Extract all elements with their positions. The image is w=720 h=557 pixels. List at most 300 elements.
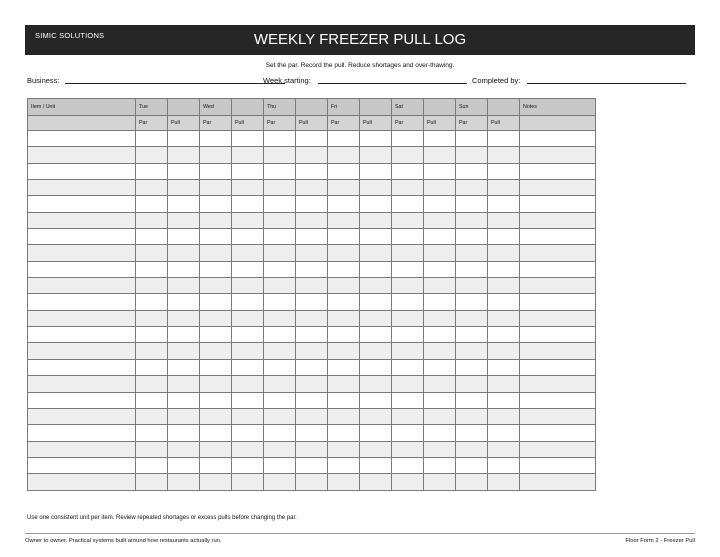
notes-cell[interactable] xyxy=(520,131,596,147)
item-cell[interactable] xyxy=(28,359,136,375)
par-cell[interactable] xyxy=(264,408,296,424)
par-cell[interactable] xyxy=(264,327,296,343)
pull-cell[interactable] xyxy=(232,457,264,473)
pull-cell[interactable] xyxy=(296,327,328,343)
completed-by-line[interactable] xyxy=(527,83,686,84)
par-cell[interactable] xyxy=(264,180,296,196)
par-cell[interactable] xyxy=(264,425,296,441)
pull-cell[interactable] xyxy=(296,196,328,212)
par-cell[interactable] xyxy=(392,376,424,392)
pull-cell[interactable] xyxy=(360,163,392,179)
par-cell[interactable] xyxy=(456,441,488,457)
par-cell[interactable] xyxy=(136,196,168,212)
pull-cell[interactable] xyxy=(488,245,520,261)
par-cell[interactable] xyxy=(328,180,360,196)
pull-cell[interactable] xyxy=(424,327,456,343)
pull-cell[interactable] xyxy=(424,212,456,228)
pull-cell[interactable] xyxy=(424,425,456,441)
par-cell[interactable] xyxy=(328,212,360,228)
notes-cell[interactable] xyxy=(520,278,596,294)
pull-cell[interactable] xyxy=(488,180,520,196)
par-cell[interactable] xyxy=(264,131,296,147)
par-cell[interactable] xyxy=(456,294,488,310)
pull-cell[interactable] xyxy=(232,310,264,326)
item-cell[interactable] xyxy=(28,131,136,147)
par-cell[interactable] xyxy=(328,359,360,375)
par-cell[interactable] xyxy=(456,327,488,343)
notes-cell[interactable] xyxy=(520,294,596,310)
item-cell[interactable] xyxy=(28,343,136,359)
item-cell[interactable] xyxy=(28,147,136,163)
par-cell[interactable] xyxy=(200,376,232,392)
notes-cell[interactable] xyxy=(520,163,596,179)
par-cell[interactable] xyxy=(264,245,296,261)
par-cell[interactable] xyxy=(392,261,424,277)
item-cell[interactable] xyxy=(28,163,136,179)
pull-cell[interactable] xyxy=(296,457,328,473)
pull-cell[interactable] xyxy=(360,474,392,490)
pull-cell[interactable] xyxy=(360,147,392,163)
pull-cell[interactable] xyxy=(488,441,520,457)
par-cell[interactable] xyxy=(328,163,360,179)
pull-cell[interactable] xyxy=(232,163,264,179)
item-cell[interactable] xyxy=(28,278,136,294)
par-cell[interactable] xyxy=(136,408,168,424)
par-cell[interactable] xyxy=(456,180,488,196)
pull-cell[interactable] xyxy=(296,261,328,277)
par-cell[interactable] xyxy=(456,196,488,212)
pull-cell[interactable] xyxy=(296,245,328,261)
par-cell[interactable] xyxy=(392,343,424,359)
pull-cell[interactable] xyxy=(488,474,520,490)
pull-cell[interactable] xyxy=(168,441,200,457)
pull-cell[interactable] xyxy=(296,147,328,163)
item-cell[interactable] xyxy=(28,196,136,212)
par-cell[interactable] xyxy=(136,392,168,408)
par-cell[interactable] xyxy=(328,131,360,147)
par-cell[interactable] xyxy=(456,376,488,392)
item-cell[interactable] xyxy=(28,261,136,277)
pull-cell[interactable] xyxy=(360,327,392,343)
item-cell[interactable] xyxy=(28,474,136,490)
pull-cell[interactable] xyxy=(488,163,520,179)
par-cell[interactable] xyxy=(264,229,296,245)
par-cell[interactable] xyxy=(200,196,232,212)
item-cell[interactable] xyxy=(28,212,136,228)
pull-cell[interactable] xyxy=(168,229,200,245)
par-cell[interactable] xyxy=(456,278,488,294)
item-cell[interactable] xyxy=(28,294,136,310)
par-cell[interactable] xyxy=(456,310,488,326)
par-cell[interactable] xyxy=(136,327,168,343)
pull-cell[interactable] xyxy=(168,180,200,196)
par-cell[interactable] xyxy=(264,310,296,326)
par-cell[interactable] xyxy=(200,294,232,310)
item-cell[interactable] xyxy=(28,408,136,424)
par-cell[interactable] xyxy=(136,310,168,326)
week-starting-line[interactable] xyxy=(318,83,467,84)
par-cell[interactable] xyxy=(136,131,168,147)
par-cell[interactable] xyxy=(456,408,488,424)
par-cell[interactable] xyxy=(264,359,296,375)
pull-cell[interactable] xyxy=(360,359,392,375)
par-cell[interactable] xyxy=(264,474,296,490)
pull-cell[interactable] xyxy=(488,392,520,408)
par-cell[interactable] xyxy=(456,212,488,228)
pull-cell[interactable] xyxy=(488,457,520,473)
pull-cell[interactable] xyxy=(424,359,456,375)
par-cell[interactable] xyxy=(328,457,360,473)
pull-cell[interactable] xyxy=(424,474,456,490)
par-cell[interactable] xyxy=(136,343,168,359)
pull-cell[interactable] xyxy=(168,359,200,375)
par-cell[interactable] xyxy=(328,147,360,163)
par-cell[interactable] xyxy=(200,392,232,408)
par-cell[interactable] xyxy=(200,425,232,441)
par-cell[interactable] xyxy=(264,261,296,277)
par-cell[interactable] xyxy=(392,408,424,424)
par-cell[interactable] xyxy=(136,376,168,392)
par-cell[interactable] xyxy=(392,147,424,163)
pull-cell[interactable] xyxy=(168,147,200,163)
pull-cell[interactable] xyxy=(296,131,328,147)
par-cell[interactable] xyxy=(328,278,360,294)
pull-cell[interactable] xyxy=(232,196,264,212)
pull-cell[interactable] xyxy=(360,131,392,147)
pull-cell[interactable] xyxy=(424,229,456,245)
pull-cell[interactable] xyxy=(296,180,328,196)
par-cell[interactable] xyxy=(328,261,360,277)
par-cell[interactable] xyxy=(456,163,488,179)
pull-cell[interactable] xyxy=(360,196,392,212)
pull-cell[interactable] xyxy=(424,310,456,326)
par-cell[interactable] xyxy=(264,196,296,212)
par-cell[interactable] xyxy=(200,457,232,473)
par-cell[interactable] xyxy=(264,392,296,408)
item-cell[interactable] xyxy=(28,457,136,473)
pull-cell[interactable] xyxy=(488,278,520,294)
par-cell[interactable] xyxy=(136,474,168,490)
pull-cell[interactable] xyxy=(168,196,200,212)
par-cell[interactable] xyxy=(328,425,360,441)
pull-cell[interactable] xyxy=(424,278,456,294)
par-cell[interactable] xyxy=(392,163,424,179)
pull-cell[interactable] xyxy=(424,180,456,196)
par-cell[interactable] xyxy=(328,376,360,392)
par-cell[interactable] xyxy=(456,131,488,147)
par-cell[interactable] xyxy=(264,147,296,163)
par-cell[interactable] xyxy=(328,441,360,457)
pull-cell[interactable] xyxy=(424,261,456,277)
item-cell[interactable] xyxy=(28,441,136,457)
pull-cell[interactable] xyxy=(232,261,264,277)
notes-cell[interactable] xyxy=(520,425,596,441)
pull-cell[interactable] xyxy=(232,294,264,310)
pull-cell[interactable] xyxy=(424,457,456,473)
par-cell[interactable] xyxy=(392,196,424,212)
par-cell[interactable] xyxy=(328,327,360,343)
par-cell[interactable] xyxy=(136,229,168,245)
par-cell[interactable] xyxy=(264,457,296,473)
par-cell[interactable] xyxy=(392,229,424,245)
pull-cell[interactable] xyxy=(360,425,392,441)
pull-cell[interactable] xyxy=(360,229,392,245)
par-cell[interactable] xyxy=(136,425,168,441)
pull-cell[interactable] xyxy=(360,392,392,408)
pull-cell[interactable] xyxy=(488,294,520,310)
pull-cell[interactable] xyxy=(296,441,328,457)
pull-cell[interactable] xyxy=(360,278,392,294)
pull-cell[interactable] xyxy=(360,441,392,457)
par-cell[interactable] xyxy=(136,359,168,375)
pull-cell[interactable] xyxy=(232,278,264,294)
par-cell[interactable] xyxy=(200,147,232,163)
week-starting-field[interactable] xyxy=(263,76,311,85)
pull-cell[interactable] xyxy=(232,359,264,375)
par-cell[interactable] xyxy=(328,343,360,359)
par-cell[interactable] xyxy=(456,359,488,375)
par-cell[interactable] xyxy=(392,131,424,147)
pull-cell[interactable] xyxy=(488,212,520,228)
par-cell[interactable] xyxy=(456,474,488,490)
notes-cell[interactable] xyxy=(520,180,596,196)
pull-cell[interactable] xyxy=(360,245,392,261)
par-cell[interactable] xyxy=(328,408,360,424)
par-cell[interactable] xyxy=(392,212,424,228)
par-cell[interactable] xyxy=(392,359,424,375)
notes-cell[interactable] xyxy=(520,196,596,212)
pull-cell[interactable] xyxy=(168,131,200,147)
pull-cell[interactable] xyxy=(488,343,520,359)
pull-cell[interactable] xyxy=(360,261,392,277)
pull-cell[interactable] xyxy=(232,392,264,408)
pull-cell[interactable] xyxy=(232,245,264,261)
pull-cell[interactable] xyxy=(296,392,328,408)
par-cell[interactable] xyxy=(200,343,232,359)
par-cell[interactable] xyxy=(392,425,424,441)
item-cell[interactable] xyxy=(28,327,136,343)
par-cell[interactable] xyxy=(392,474,424,490)
par-cell[interactable] xyxy=(328,294,360,310)
par-cell[interactable] xyxy=(200,441,232,457)
pull-cell[interactable] xyxy=(232,441,264,457)
par-cell[interactable] xyxy=(392,180,424,196)
notes-cell[interactable] xyxy=(520,376,596,392)
pull-cell[interactable] xyxy=(360,310,392,326)
par-cell[interactable] xyxy=(200,180,232,196)
pull-cell[interactable] xyxy=(424,343,456,359)
pull-cell[interactable] xyxy=(232,327,264,343)
pull-cell[interactable] xyxy=(232,376,264,392)
par-cell[interactable] xyxy=(136,212,168,228)
notes-cell[interactable] xyxy=(520,343,596,359)
pull-cell[interactable] xyxy=(296,376,328,392)
par-cell[interactable] xyxy=(200,408,232,424)
pull-cell[interactable] xyxy=(488,408,520,424)
pull-cell[interactable] xyxy=(296,229,328,245)
pull-cell[interactable] xyxy=(424,245,456,261)
par-cell[interactable] xyxy=(136,441,168,457)
pull-cell[interactable] xyxy=(424,196,456,212)
item-cell[interactable] xyxy=(28,310,136,326)
pull-cell[interactable] xyxy=(296,408,328,424)
par-cell[interactable] xyxy=(264,163,296,179)
par-cell[interactable] xyxy=(392,245,424,261)
pull-cell[interactable] xyxy=(168,457,200,473)
pull-cell[interactable] xyxy=(168,392,200,408)
par-cell[interactable] xyxy=(136,278,168,294)
par-cell[interactable] xyxy=(456,343,488,359)
par-cell[interactable] xyxy=(456,392,488,408)
pull-cell[interactable] xyxy=(168,343,200,359)
pull-cell[interactable] xyxy=(168,278,200,294)
pull-cell[interactable] xyxy=(424,147,456,163)
pull-cell[interactable] xyxy=(424,294,456,310)
par-cell[interactable] xyxy=(456,457,488,473)
pull-cell[interactable] xyxy=(168,425,200,441)
pull-cell[interactable] xyxy=(232,343,264,359)
pull-cell[interactable] xyxy=(424,392,456,408)
notes-cell[interactable] xyxy=(520,310,596,326)
pull-cell[interactable] xyxy=(168,163,200,179)
par-cell[interactable] xyxy=(136,457,168,473)
pull-cell[interactable] xyxy=(232,474,264,490)
pull-cell[interactable] xyxy=(488,425,520,441)
pull-cell[interactable] xyxy=(296,425,328,441)
par-cell[interactable] xyxy=(200,261,232,277)
par-cell[interactable] xyxy=(200,310,232,326)
business-field[interactable] xyxy=(27,76,60,85)
pull-cell[interactable] xyxy=(360,457,392,473)
par-cell[interactable] xyxy=(456,261,488,277)
par-cell[interactable] xyxy=(456,425,488,441)
completed-by-field[interactable] xyxy=(472,76,520,85)
pull-cell[interactable] xyxy=(360,408,392,424)
pull-cell[interactable] xyxy=(360,343,392,359)
notes-cell[interactable] xyxy=(520,474,596,490)
par-cell[interactable] xyxy=(456,147,488,163)
par-cell[interactable] xyxy=(264,212,296,228)
par-cell[interactable] xyxy=(264,441,296,457)
par-cell[interactable] xyxy=(328,392,360,408)
par-cell[interactable] xyxy=(456,245,488,261)
pull-cell[interactable] xyxy=(360,212,392,228)
par-cell[interactable] xyxy=(328,310,360,326)
pull-cell[interactable] xyxy=(232,131,264,147)
pull-cell[interactable] xyxy=(360,376,392,392)
item-cell[interactable] xyxy=(28,392,136,408)
notes-cell[interactable] xyxy=(520,327,596,343)
par-cell[interactable] xyxy=(264,376,296,392)
pull-cell[interactable] xyxy=(488,229,520,245)
notes-cell[interactable] xyxy=(520,441,596,457)
pull-cell[interactable] xyxy=(488,359,520,375)
pull-cell[interactable] xyxy=(488,261,520,277)
item-cell[interactable] xyxy=(28,376,136,392)
pull-cell[interactable] xyxy=(168,474,200,490)
pull-cell[interactable] xyxy=(296,212,328,228)
pull-cell[interactable] xyxy=(232,229,264,245)
par-cell[interactable] xyxy=(136,245,168,261)
item-cell[interactable] xyxy=(28,180,136,196)
pull-cell[interactable] xyxy=(488,147,520,163)
par-cell[interactable] xyxy=(328,245,360,261)
notes-cell[interactable] xyxy=(520,457,596,473)
par-cell[interactable] xyxy=(392,441,424,457)
business-line[interactable] xyxy=(65,83,285,84)
par-cell[interactable] xyxy=(328,474,360,490)
par-cell[interactable] xyxy=(136,147,168,163)
par-cell[interactable] xyxy=(392,278,424,294)
pull-cell[interactable] xyxy=(296,343,328,359)
par-cell[interactable] xyxy=(392,310,424,326)
pull-cell[interactable] xyxy=(296,310,328,326)
par-cell[interactable] xyxy=(200,131,232,147)
pull-cell[interactable] xyxy=(296,278,328,294)
pull-cell[interactable] xyxy=(168,294,200,310)
par-cell[interactable] xyxy=(392,457,424,473)
pull-cell[interactable] xyxy=(168,376,200,392)
pull-cell[interactable] xyxy=(360,180,392,196)
pull-cell[interactable] xyxy=(232,180,264,196)
pull-cell[interactable] xyxy=(168,212,200,228)
item-cell[interactable] xyxy=(28,229,136,245)
par-cell[interactable] xyxy=(136,163,168,179)
par-cell[interactable] xyxy=(456,229,488,245)
pull-cell[interactable] xyxy=(296,163,328,179)
pull-cell[interactable] xyxy=(168,261,200,277)
notes-cell[interactable] xyxy=(520,392,596,408)
pull-cell[interactable] xyxy=(232,425,264,441)
pull-cell[interactable] xyxy=(424,408,456,424)
notes-cell[interactable] xyxy=(520,147,596,163)
pull-cell[interactable] xyxy=(488,327,520,343)
par-cell[interactable] xyxy=(392,327,424,343)
par-cell[interactable] xyxy=(200,163,232,179)
par-cell[interactable] xyxy=(136,294,168,310)
par-cell[interactable] xyxy=(200,327,232,343)
par-cell[interactable] xyxy=(200,229,232,245)
pull-cell[interactable] xyxy=(296,359,328,375)
par-cell[interactable] xyxy=(392,392,424,408)
par-cell[interactable] xyxy=(136,261,168,277)
pull-cell[interactable] xyxy=(424,441,456,457)
notes-cell[interactable] xyxy=(520,245,596,261)
notes-cell[interactable] xyxy=(520,261,596,277)
par-cell[interactable] xyxy=(136,180,168,196)
par-cell[interactable] xyxy=(264,278,296,294)
par-cell[interactable] xyxy=(200,359,232,375)
pull-cell[interactable] xyxy=(168,408,200,424)
pull-cell[interactable] xyxy=(488,376,520,392)
par-cell[interactable] xyxy=(264,343,296,359)
pull-cell[interactable] xyxy=(424,163,456,179)
notes-cell[interactable] xyxy=(520,408,596,424)
par-cell[interactable] xyxy=(200,245,232,261)
pull-cell[interactable] xyxy=(488,196,520,212)
par-cell[interactable] xyxy=(328,229,360,245)
pull-cell[interactable] xyxy=(488,131,520,147)
pull-cell[interactable] xyxy=(424,376,456,392)
par-cell[interactable] xyxy=(392,294,424,310)
item-cell[interactable] xyxy=(28,425,136,441)
par-cell[interactable] xyxy=(200,474,232,490)
par-cell[interactable] xyxy=(200,278,232,294)
par-cell[interactable] xyxy=(264,294,296,310)
pull-cell[interactable] xyxy=(296,294,328,310)
pull-cell[interactable] xyxy=(232,212,264,228)
pull-cell[interactable] xyxy=(168,310,200,326)
